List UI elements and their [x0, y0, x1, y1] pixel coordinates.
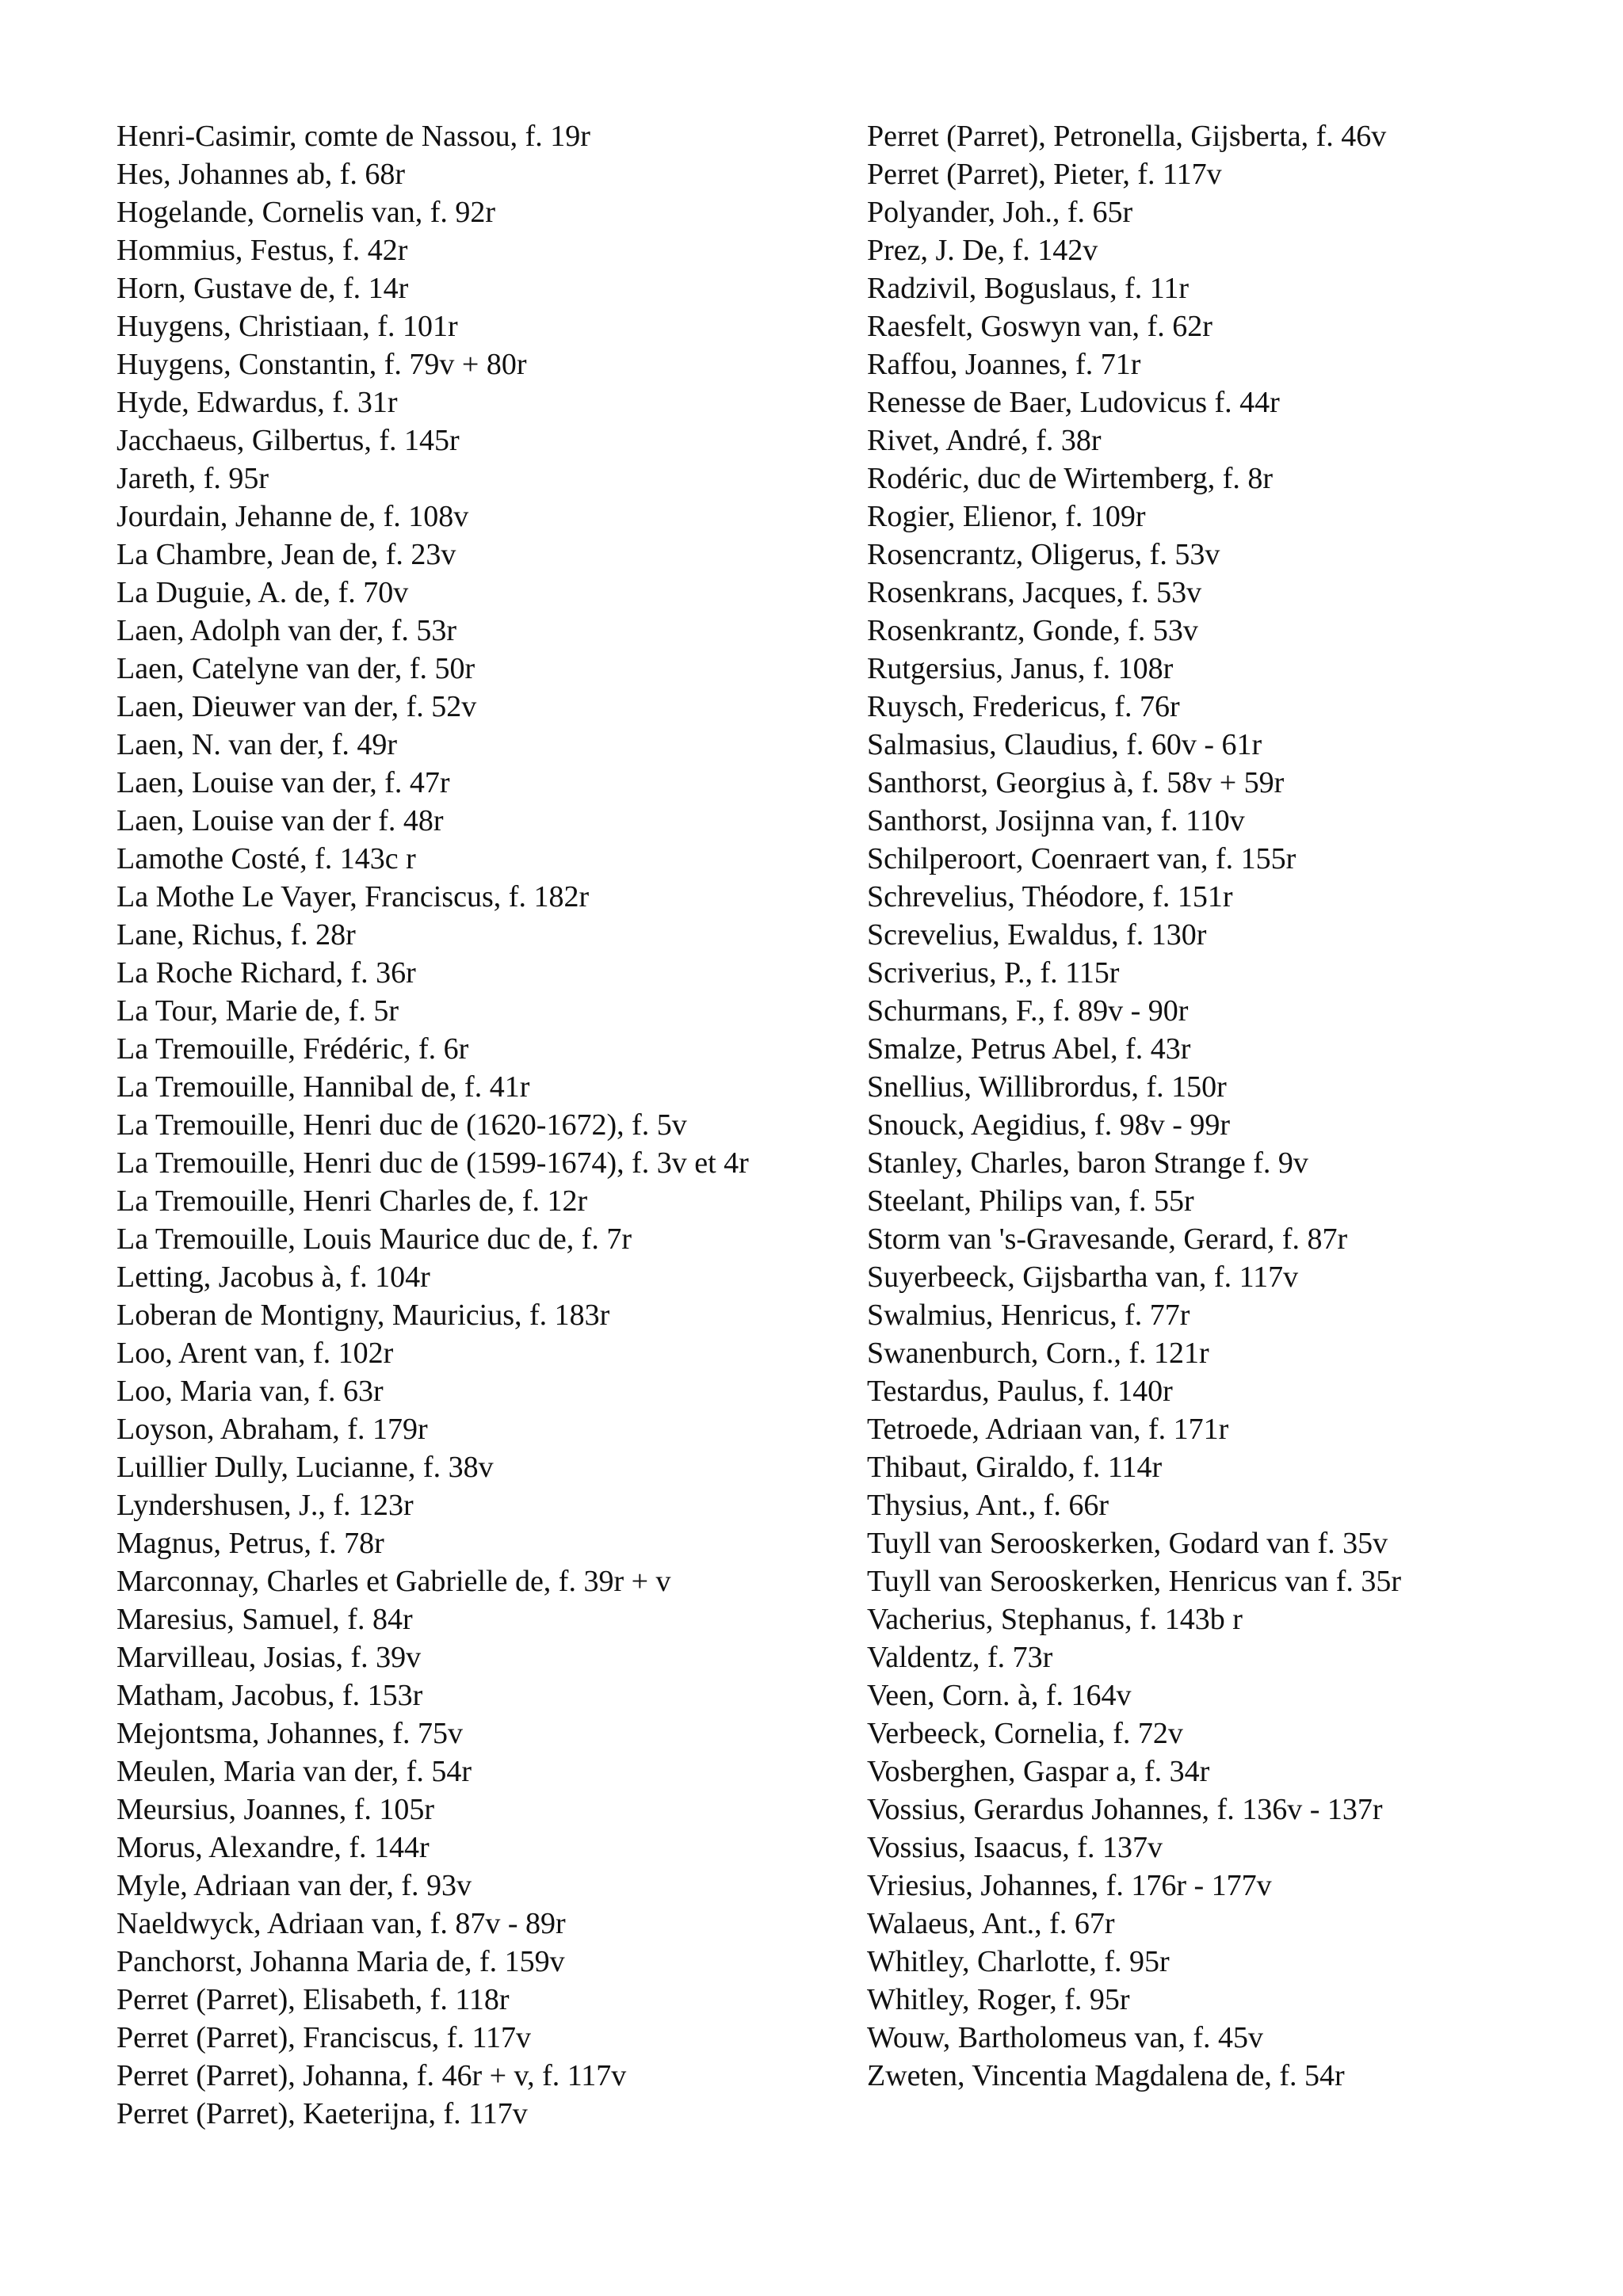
index-entry: Perret (Parret), Kaeterijna, f. 117v — [116, 2097, 528, 2130]
index-entry: Matham, Jacobus, f. 153r — [116, 1679, 423, 1712]
index-entry: La Tour, Marie de, f. 5r — [116, 994, 399, 1028]
index-entry: Storm van 's-Gravesande, Gerard, f. 87r — [867, 1222, 1348, 1256]
index-entry: Schurmans, F., f. 89v - 90r — [867, 994, 1189, 1028]
index-entry: Laen, Louise van der f. 48r — [116, 804, 444, 837]
index-entry: Jacchaeus, Gilbertus, f. 145r — [116, 424, 460, 457]
index-entry: Rosenkrantz, Gonde, f. 53v — [867, 614, 1198, 647]
index-entry: Laen, Louise van der, f. 47r — [116, 766, 450, 799]
index-entry: Santhorst, Georgius à, f. 58v + 59r — [867, 766, 1285, 799]
index-entry: La Chambre, Jean de, f. 23v — [116, 538, 456, 571]
index-entry: Jareth, f. 95r — [116, 462, 269, 495]
index-entry: Luillier Dully, Lucianne, f. 38v — [116, 1451, 494, 1484]
index-entry: Perret (Parret), Petronella, Gijsberta, f. 46v — [867, 120, 1387, 153]
index-entry: Huygens, Constantin, f. 79v + 80r — [116, 348, 527, 381]
index-entry: Tuyll van Serooskerken, Godard van f. 35v — [867, 1527, 1388, 1560]
index-entry: Rodéric, duc de Wirtemberg, f. 8r — [867, 462, 1274, 495]
index-entry: Vacherius, Stephanus, f. 143b r — [867, 1603, 1243, 1636]
index-entry: Thysius, Ant., f. 66r — [867, 1489, 1109, 1522]
index-entry: Rutgersius, Janus, f. 108r — [867, 652, 1174, 685]
index-entry: Thibaut, Giraldo, f. 114r — [867, 1451, 1163, 1484]
index-entry: Tetroede, Adriaan van, f. 171r — [867, 1413, 1229, 1446]
index-entry: Rosenkrans, Jacques, f. 53v — [867, 576, 1202, 609]
index-entry: Mejontsma, Johannes, f. 75v — [116, 1717, 463, 1750]
index-entry: Lane, Richus, f. 28r — [116, 918, 356, 952]
index-entry: Rogier, Elienor, f. 109r — [867, 500, 1146, 533]
index-entry: Laen, N. van der, f. 49r — [116, 728, 398, 761]
index-entry: Myle, Adriaan van der, f. 93v — [116, 1869, 472, 1902]
index-entry: Hes, Johannes ab, f. 68r — [116, 158, 406, 191]
index-entry: La Tremouille, Louis Maurice duc de, f. 7r — [116, 1222, 632, 1256]
index-entry: Marconnay, Charles et Gabrielle de, f. 39r + v — [116, 1565, 671, 1598]
index-entry: Laen, Catelyne van der, f. 50r — [116, 652, 475, 685]
index-entry: Loo, Arent van, f. 102r — [116, 1337, 394, 1370]
index-entry: Lyndershusen, J., f. 123r — [116, 1489, 414, 1522]
index-entry: Morus, Alexandre, f. 144r — [116, 1831, 430, 1864]
index-entry: Raesfelt, Goswyn van, f. 62r — [867, 310, 1212, 343]
index-column-right — [867, 117, 1604, 2095]
index-entry: Magnus, Petrus, f. 78r — [116, 1527, 384, 1560]
index-entry: Meursius, Joannes, f. 105r — [116, 1793, 435, 1826]
index-entry: Ruysch, Fredericus, f. 76r — [867, 690, 1180, 723]
index-entry: Whitley, Roger, f. 95r — [867, 1983, 1130, 2016]
index-entry: Loyson, Abraham, f. 179r — [116, 1413, 428, 1446]
index-entry: Walaeus, Ant., f. 67r — [867, 1907, 1115, 1940]
index-entry: La Tremouille, Frédéric, f. 6r — [116, 1032, 469, 1066]
index-entry: Swanenburch, Corn., f. 121r — [867, 1337, 1209, 1370]
index-entry: Salmasius, Claudius, f. 60v - 61r — [867, 728, 1262, 761]
index-entry: Radzivil, Boguslaus, f. 11r — [867, 272, 1189, 305]
index-entry: La Mothe Le Vayer, Franciscus, f. 182r — [116, 880, 590, 913]
index-entry: Renesse de Baer, Ludovicus f. 44r — [867, 386, 1280, 419]
index-entry: Schilperoort, Coenraert van, f. 155r — [867, 842, 1296, 875]
index-entry: Loo, Maria van, f. 63r — [116, 1375, 384, 1408]
index-entry: Meulen, Maria van der, f. 54r — [116, 1755, 472, 1788]
index-entry: Laen, Dieuwer van der, f. 52v — [116, 690, 477, 723]
index-entry: Huygens, Christiaan, f. 101r — [116, 310, 458, 343]
index-entry: Hyde, Edwardus, f. 31r — [116, 386, 398, 419]
index-entry: La Tremouille, Hannibal de, f. 41r — [116, 1070, 530, 1104]
index-entry: Testardus, Paulus, f. 140r — [867, 1375, 1173, 1408]
index-entry: Jourdain, Jehanne de, f. 108v — [116, 500, 469, 533]
index-entry: Vossius, Isaacus, f. 137v — [867, 1831, 1163, 1864]
index-column-left — [116, 117, 830, 2133]
index-entry: Polyander, Joh., f. 65r — [867, 196, 1133, 229]
index-entry: Tuyll van Serooskerken, Henricus van f. 35r — [867, 1565, 1402, 1598]
index-entry: Whitley, Charlotte, f. 95r — [867, 1945, 1170, 1978]
index-entry: Letting, Jacobus à, f. 104r — [116, 1261, 430, 1294]
index-entry: Rosencrantz, Oligerus, f. 53v — [867, 538, 1220, 571]
index-entry: Swalmius, Henricus, f. 77r — [867, 1299, 1190, 1332]
index-entry: Steelant, Philips van, f. 55r — [867, 1184, 1194, 1218]
index-entry: Panchorst, Johanna Maria de, f. 159v — [116, 1945, 565, 1978]
index-entry: Laen, Adolph van der, f. 53r — [116, 614, 457, 647]
index-entry: Suyerbeeck, Gijsbartha van, f. 117v — [867, 1261, 1299, 1294]
index-entry: Screvelius, Ewaldus, f. 130r — [867, 918, 1207, 952]
index-entry: Lamothe Costé, f. 143c r — [116, 842, 416, 875]
index-entry: Schrevelius, Théodore, f. 151r — [867, 880, 1233, 913]
index-entry: Vriesius, Johannes, f. 176r - 177v — [867, 1869, 1272, 1902]
index-entry: Prez, J. De, f. 142v — [867, 234, 1098, 267]
index-entry: Stanley, Charles, baron Strange f. 9v — [867, 1146, 1308, 1180]
index-entry: Snellius, Willibrordus, f. 150r — [867, 1070, 1227, 1104]
index-entry: Marvilleau, Josias, f. 39v — [116, 1641, 422, 1674]
index-entry: Hommius, Festus, f. 42r — [116, 234, 408, 267]
index-entry: Snouck, Aegidius, f. 98v - 99r — [867, 1108, 1231, 1142]
index-entry: Raffou, Joannes, f. 71r — [867, 348, 1141, 381]
index-entry: Loberan de Montigny, Mauricius, f. 183r — [116, 1299, 610, 1332]
index-entry: Henri-Casimir, comte de Nassou, f. 19r — [116, 120, 590, 153]
index-entry: Hogelande, Cornelis van, f. 92r — [116, 196, 496, 229]
index-entry: La Duguie, A. de, f. 70v — [116, 576, 409, 609]
index-entry: Vossius, Gerardus Johannes, f. 136v - 137r — [867, 1793, 1383, 1826]
index-entry: Perret (Parret), Franciscus, f. 117v — [116, 2021, 532, 2054]
index-entry: La Roche Richard, f. 36r — [116, 956, 416, 990]
index-entry: Perret (Parret), Elisabeth, f. 118r — [116, 1983, 510, 2016]
index-entry: Perret (Parret), Pieter, f. 117v — [867, 158, 1222, 191]
index-entry: Horn, Gustave de, f. 14r — [116, 272, 409, 305]
index-entry: La Tremouille, Henri duc de (1620-1672), f. 5v — [116, 1108, 687, 1142]
index-entry: Valdentz, f. 73r — [867, 1641, 1053, 1674]
index-entry: Santhorst, Josijnna van, f. 110v — [867, 804, 1245, 837]
index-entry: La Tremouille, Henri Charles de, f. 12r — [116, 1184, 588, 1218]
index-entry: Scriverius, P., f. 115r — [867, 956, 1120, 990]
index-entry: Naeldwyck, Adriaan van, f. 87v - 89r — [116, 1907, 566, 1940]
index-entry: Rivet, André, f. 38r — [867, 424, 1102, 457]
index-entry: Veen, Corn. à, f. 164v — [867, 1679, 1132, 1712]
index-entry: Verbeeck, Cornelia, f. 72v — [867, 1717, 1183, 1750]
index-entry: La Tremouille, Henri duc de (1599-1674), f. 3v et 4r — [116, 1146, 749, 1180]
index-entry: Maresius, Samuel, f. 84r — [116, 1603, 413, 1636]
index-entry: Perret (Parret), Johanna, f. 46r + v, f. 117v — [116, 2059, 627, 2092]
index-entry: Vosberghen, Gaspar a, f. 34r — [867, 1755, 1210, 1788]
index-entry: Wouw, Bartholomeus van, f. 45v — [867, 2021, 1264, 2054]
index-entry: Zweten, Vincentia Magdalena de, f. 54r — [867, 2059, 1345, 2092]
index-entry: Smalze, Petrus Abel, f. 43r — [867, 1032, 1191, 1066]
